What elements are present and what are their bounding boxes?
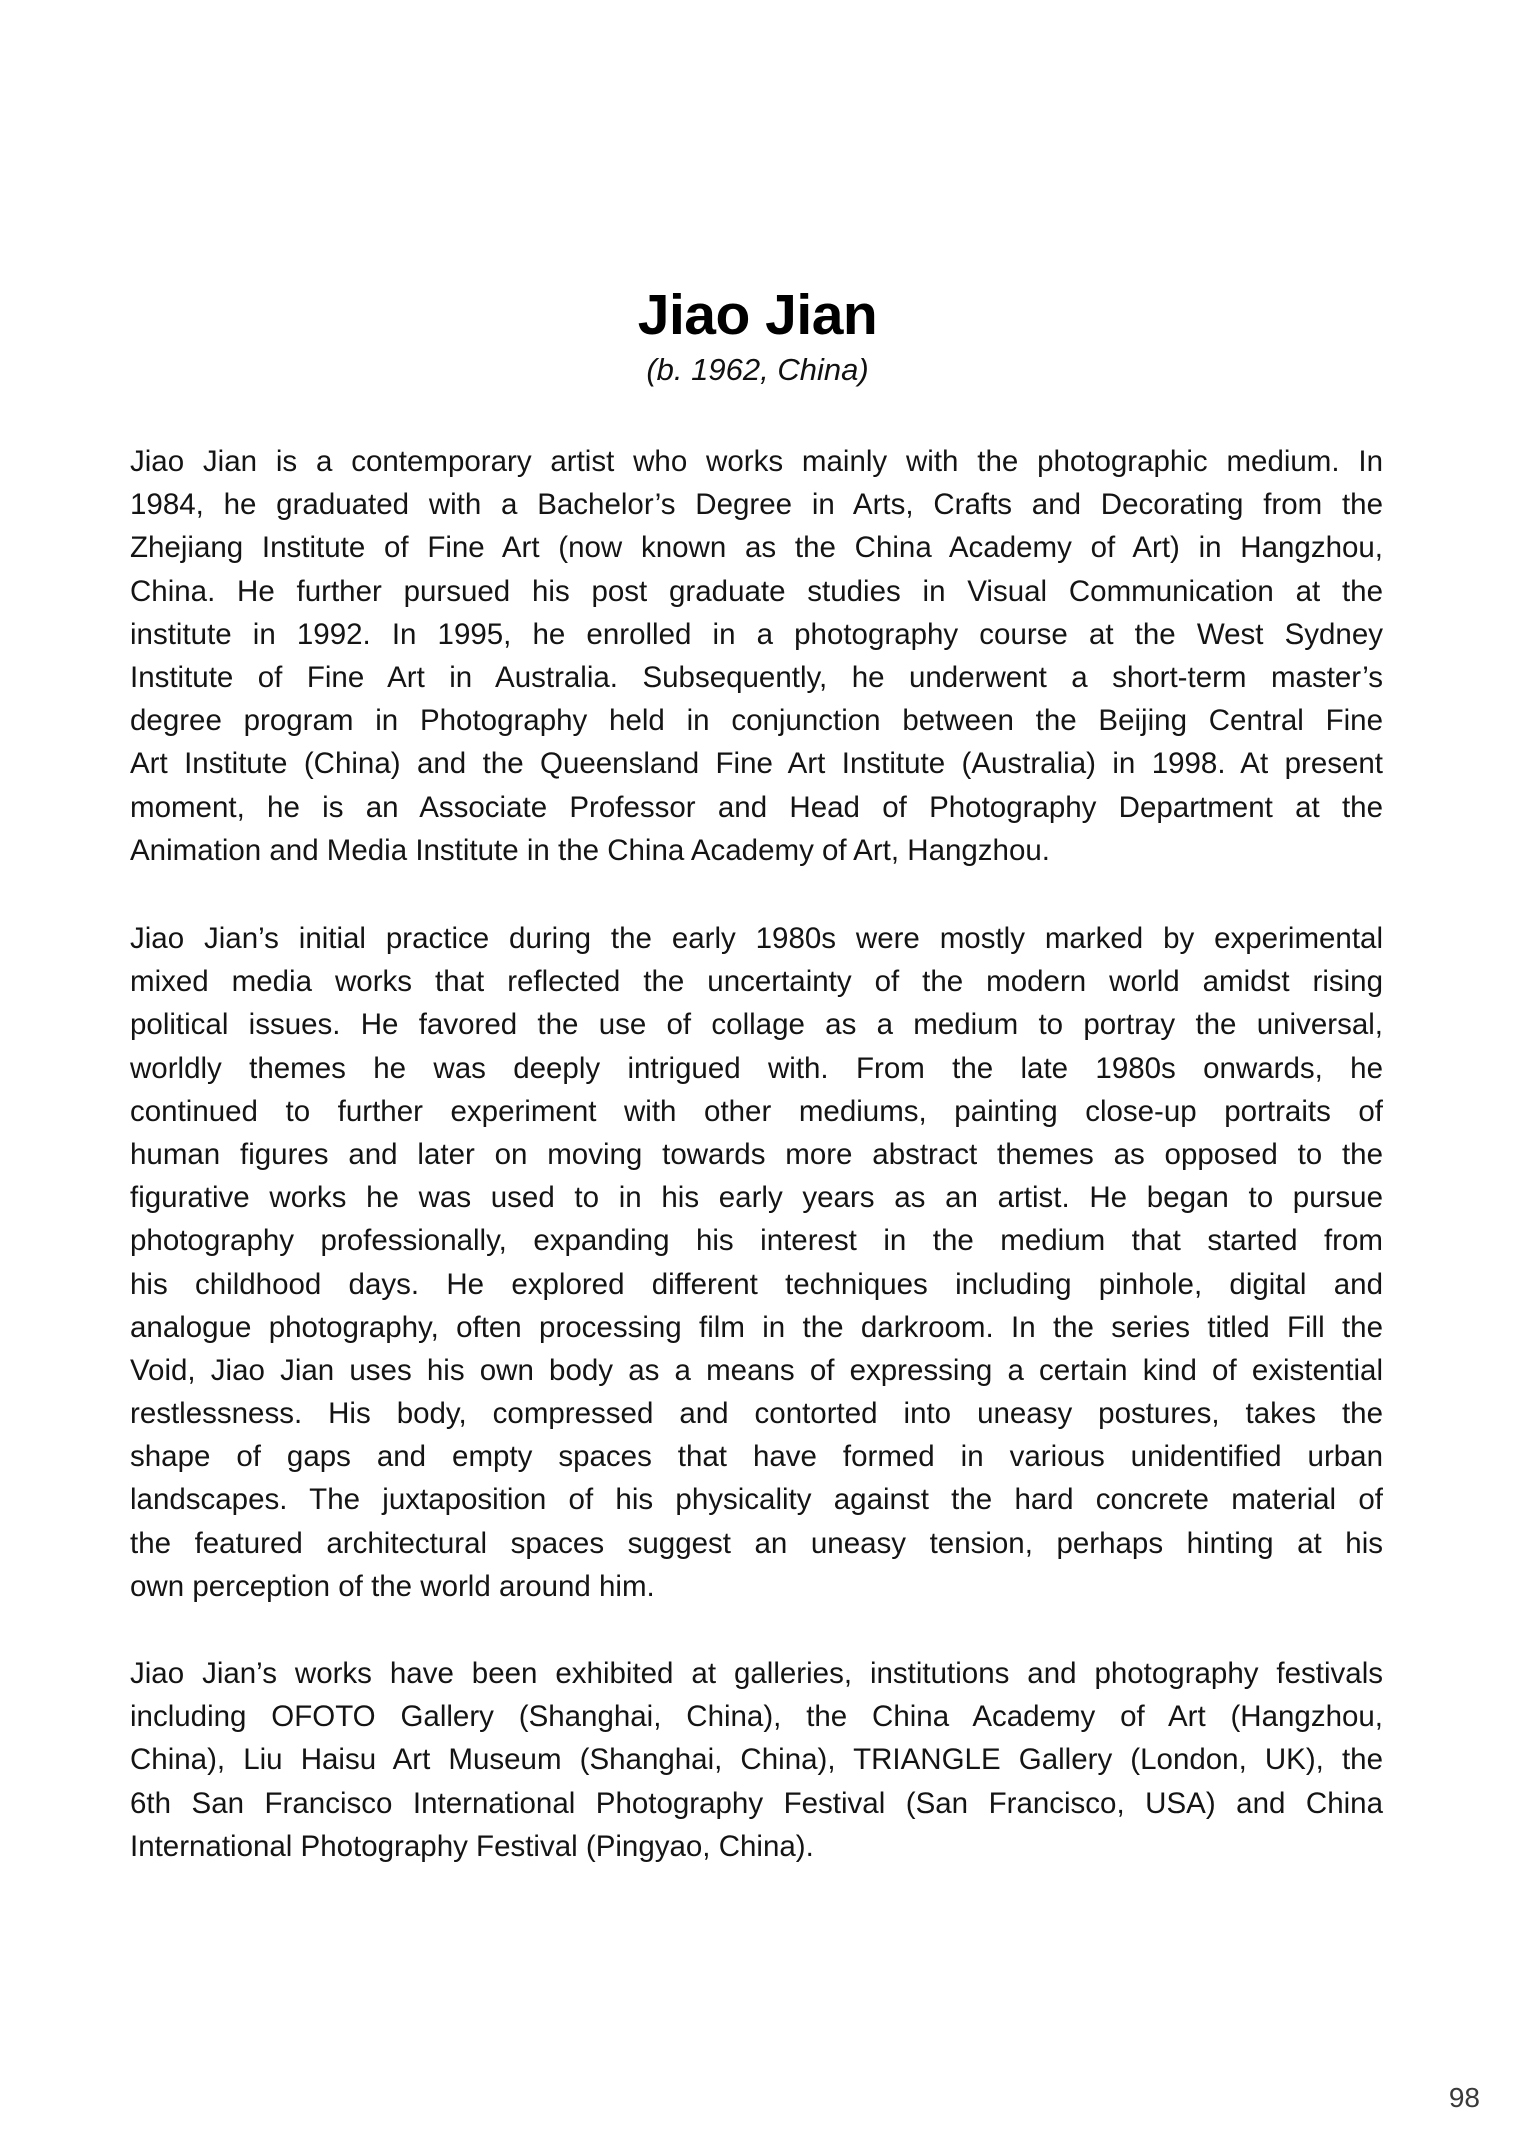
text-line: institute in 1992. In 1995, he enrolled in a photography course at the West Sydney [130,617,1383,651]
text-line: degree program in Photography held in conjunction between the Beijing Central Fine [130,704,1383,738]
text-line: Institute of Fine Art in Australia. Subsequently, he underwent a short-term master’s [130,660,1383,694]
text-line: including OFOTO Gallery (Shanghai, China), the China Academy of Art (Hangzhou, [130,1700,1383,1734]
text-line: human figures and later on moving towards more abstract themes as opposed to the [130,1137,1383,1171]
text-line: Void, Jiao Jian uses his own body as a means of expressing a certain kind of existential [130,1353,1383,1387]
text-line: mixed media works that reflected the uncertainty of the modern world amidst rising [130,965,1383,999]
text-line: analogue photography, often processing film in the darkroom. In the series titled Fill the [130,1310,1383,1344]
text-line: landscapes. The juxtaposition of his physicality against the hard concrete material of [130,1483,1383,1517]
text-line: the featured architectural spaces suggest an uneasy tension, perhaps hinting at his [130,1526,1383,1560]
text-line: figurative works he was used to in his early years as an artist. He began to pursue [130,1181,1383,1215]
text-line: Animation and Media Institute in the China Academy of Art, Hangzhou. [130,833,1050,867]
artist-birth-subtitle: (b. 1962, China) [646,352,869,387]
text-line: China. He further pursued his post graduate studies in Visual Communication at the [130,574,1383,608]
page-number: 98 [1448,2082,1480,2113]
biography-paragraph-2 [130,917,1383,1608]
text-line: Jiao Jian’s works have been exhibited at galleries, institutions and photography festivals [130,1657,1383,1690]
text-line: 1984, he graduated with a Bachelor’s Degree in Arts, Crafts and Decorating from the [130,488,1383,522]
biography-paragraph-3 [130,1652,1383,1868]
text-line: 6th San Francisco International Photography Festival (San Francisco, USA) and China [130,1786,1383,1820]
text-line: political issues. He favored the use of collage as a medium to portray the universal, [130,1008,1383,1042]
text-line: moment, he is an Associate Professor and Head of Photography Department at the [130,790,1383,824]
text-line: China), Liu Haisu Art Museum (Shanghai, China), TRIANGLE Gallery (London, UK), the [130,1743,1383,1777]
text-line: his childhood days. He explored different techniques including pinhole, digital and [130,1267,1383,1301]
text-line: continued to further experiment with other mediums, painting close-up portraits of [130,1094,1383,1128]
text-line: restlessness. His body, compressed and contorted into uneasy postures, takes the [130,1397,1383,1431]
text-line: Art Institute (China) and the Queensland Fine Art Institute (Australia) in 1998. At present [130,747,1383,781]
text-line: own perception of the world around him. [130,1569,655,1603]
text-line: photography professionally, expanding his interest in the medium that started from [130,1224,1383,1258]
text-line: shape of gaps and empty spaces that have formed in various unidentified urban [130,1440,1383,1474]
text-line: worldly themes he was deeply intrigued with. From the late 1980s onwards, he [130,1051,1383,1085]
artist-name-title: Jiao Jian [637,283,878,347]
text-line: Jiao Jian’s initial practice during the early 1980s were mostly marked by experimental [130,922,1383,955]
text-line: Jiao Jian is a contemporary artist who works mainly with the photographic medium. In [130,445,1383,478]
biography-paragraph-1 [130,440,1383,872]
text-line: Zhejiang Institute of Fine Art (now known as the China Academy of Art) in Hangzhou, [130,531,1383,565]
text-line: International Photography Festival (Pingyao, China). [130,1829,814,1863]
